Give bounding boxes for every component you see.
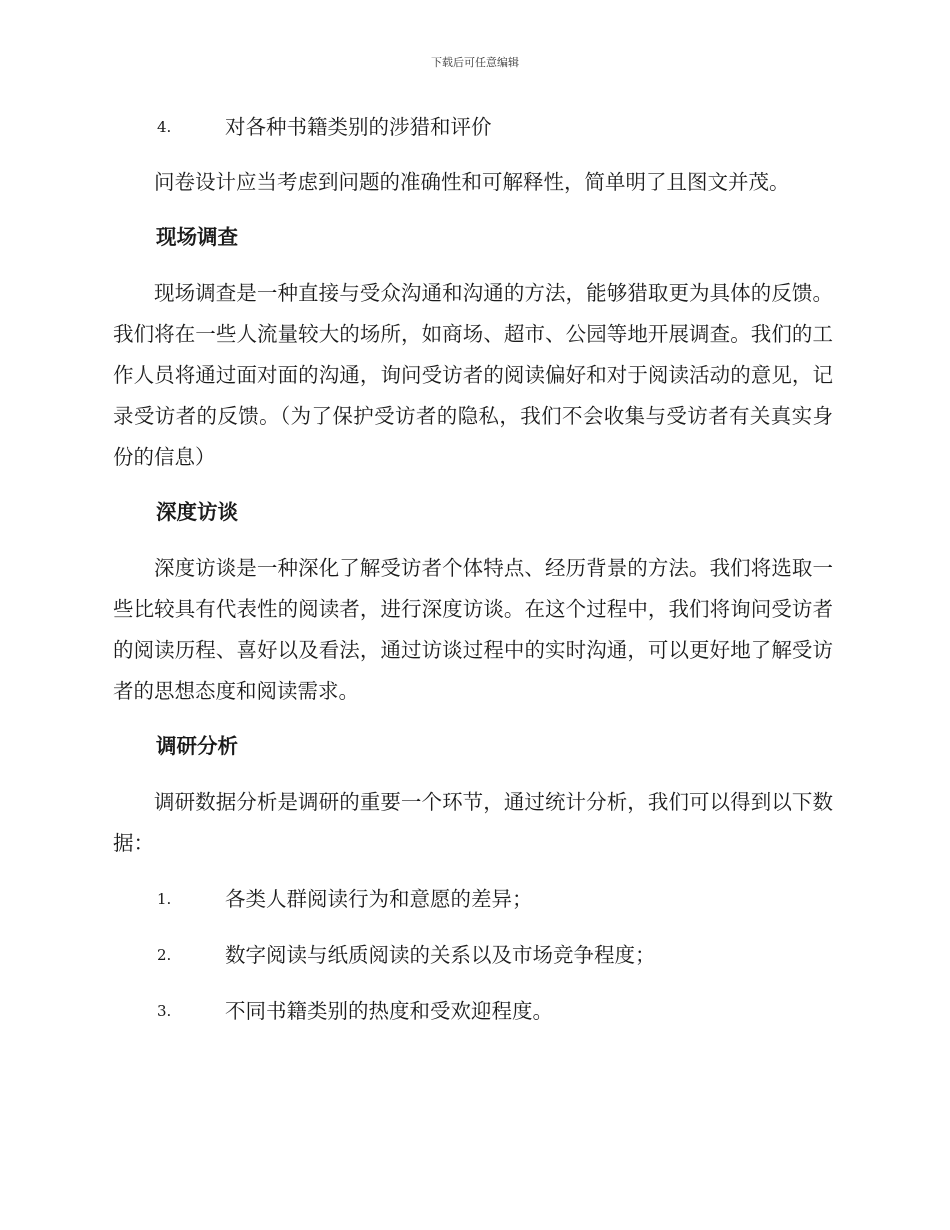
list-number: 1. bbox=[157, 890, 172, 908]
list-number: 2. bbox=[157, 946, 172, 964]
section-heading-research-analysis: 调研分析 bbox=[156, 734, 238, 758]
list-number: 3. bbox=[157, 1002, 172, 1020]
list-text: 各类人群阅读行为和意愿的差异； bbox=[225, 887, 533, 911]
list-text: 对各种书籍类别的涉猎和评价 bbox=[225, 115, 492, 139]
page-header: 下载后可任意编辑 bbox=[431, 56, 519, 69]
paragraph-research-analysis: 调研数据分析是调研的重要一个环节，通过统计分析，我们可以得到以下数据： bbox=[113, 790, 833, 855]
paragraph-field-survey: 现场调查是一种直接与受众沟通和沟通的方法，能够猎取更为具体的反馈。我们将在一些人流量较大的场所，如商场、超市、公园等地开展调查。我们的工作人员将通过面对面的沟通，询问受访者的阅读偏好和对于阅读活动的意见，记录受访者的反馈。（为了保护受访者的隐私，我们不会收集与受访者有关真实身份的信息） bbox=[113, 281, 833, 469]
list-item bbox=[113, 934, 833, 976]
paragraph-deep-interview: 深度访谈是一种深化了解受访者个体特点、经历背景的方法。我们将选取一些比较具有代表性的阅读者，进行深度访谈。在这个过程中，我们将询问受访者的阅读历程、喜好以及看法，通过访谈过程中的实时沟通，可以更好地了解受访者的思想态度和阅读需求。 bbox=[113, 556, 833, 703]
paragraph-questionnaire-note: 问卷设计应当考虑到问题的准确性和可解释性，简单明了且图文并茂。 bbox=[154, 170, 790, 194]
list-item bbox=[113, 106, 833, 148]
list-text: 数字阅读与纸质阅读的关系以及市场竞争程度； bbox=[225, 943, 656, 967]
list-item bbox=[113, 990, 833, 1032]
document-body bbox=[113, 106, 833, 1032]
list-item bbox=[113, 878, 833, 920]
section-heading-deep-interview: 深度访谈 bbox=[156, 500, 238, 524]
list-number: 4. bbox=[157, 118, 172, 136]
section-heading-field-survey: 现场调查 bbox=[156, 225, 238, 249]
list-text: 不同书籍类别的热度和受欢迎程度。 bbox=[225, 999, 553, 1023]
